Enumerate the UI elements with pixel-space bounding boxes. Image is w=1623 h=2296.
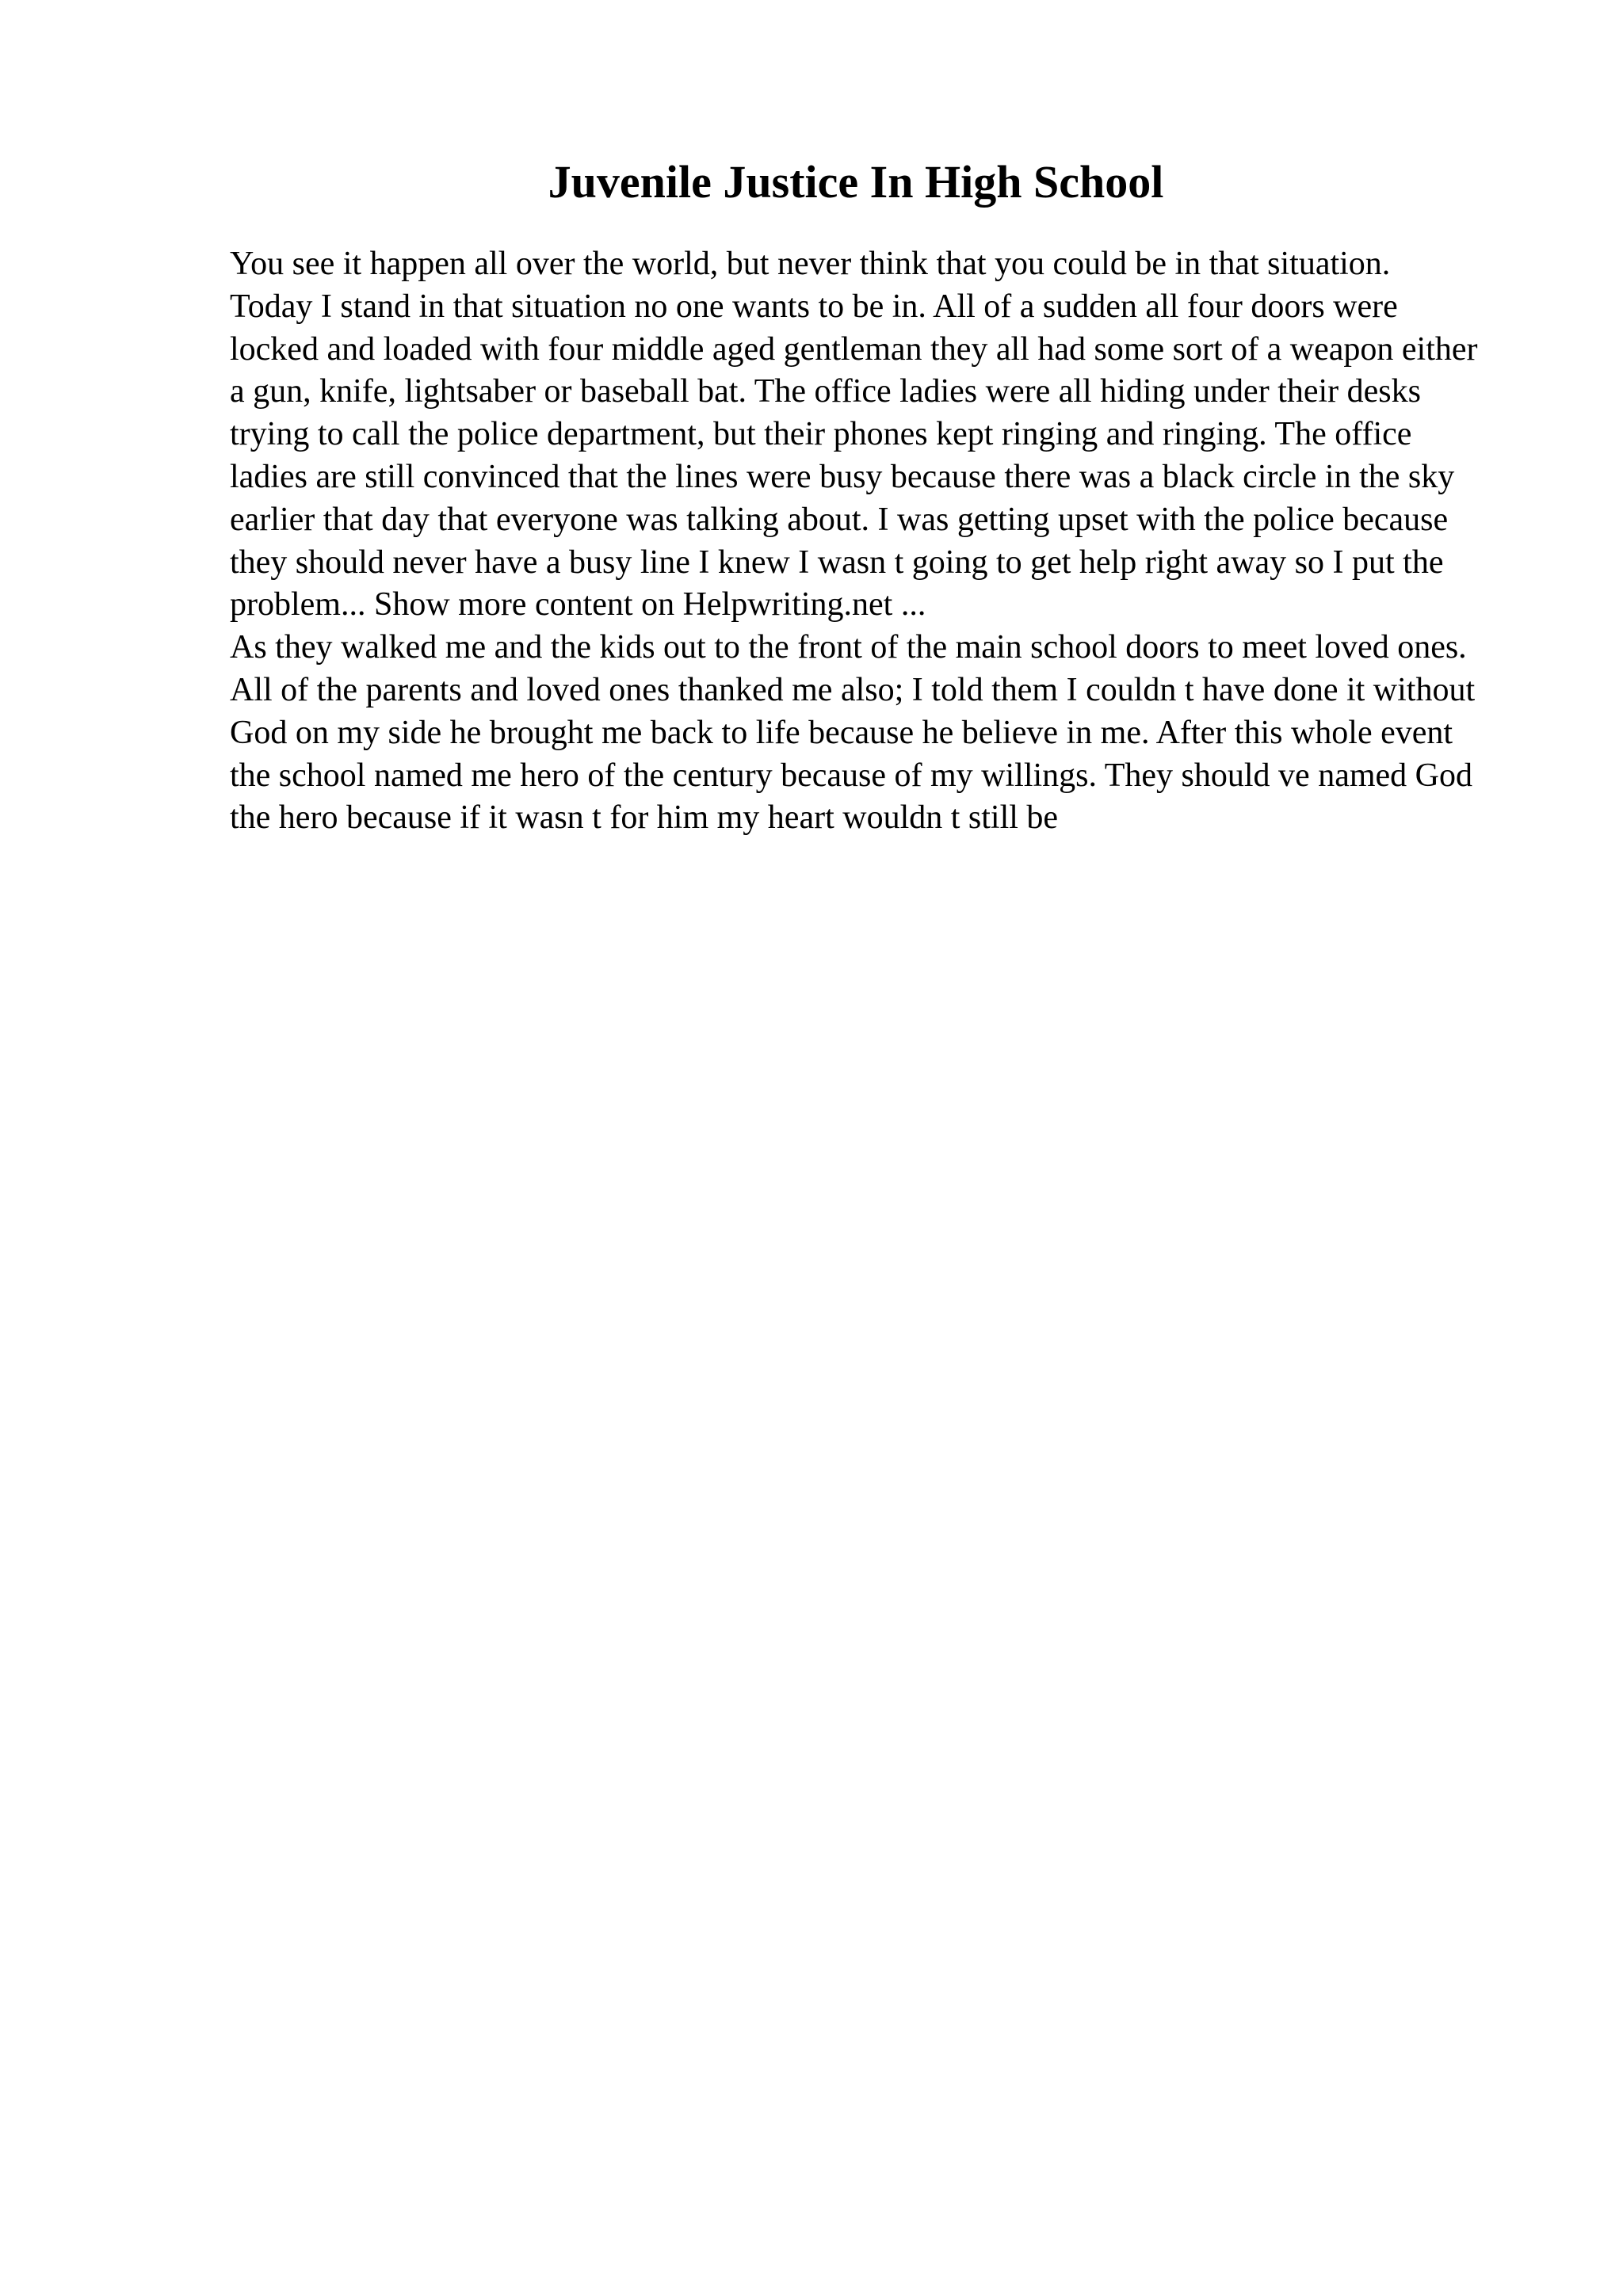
document-body [230,243,1478,840]
body-paragraph: As they walked me and the kids out to the front of the main school doors to meet loved ones. All of the parents and loved ones thanked me also; I told them I couldn t have done it without God on my side he brought me back to life because he believe in me. After this whole event the school named me hero of the century because of my willings. They should ve named God the hero because if it wasn t for him my heart wouldn t still be [230,629,1476,837]
document-title: Juvenile Justice In High School [548,156,1164,208]
body-paragraph: You see it happen all over the world, but never think that you could be in that situation. Today I stand in that situation no one wants to be in. All of a sudden all four doors were locked and loaded with four middle aged gentleman they all had some sort of a weapon either a gun, knife, lightsaber or baseball bat. The office ladies were all hiding under their desks trying to call the police department, but their phones kept ringing and ringing. The office ladies are still convinced that the lines were busy because there was a black circle in the sky earlier that day that everyone was talking about. I was getting upset with the police because they should never have a busy line I knew I wasn t going to get help right away so I put the problem... Show more content on Helpwriting.net ... [230,246,1478,624]
